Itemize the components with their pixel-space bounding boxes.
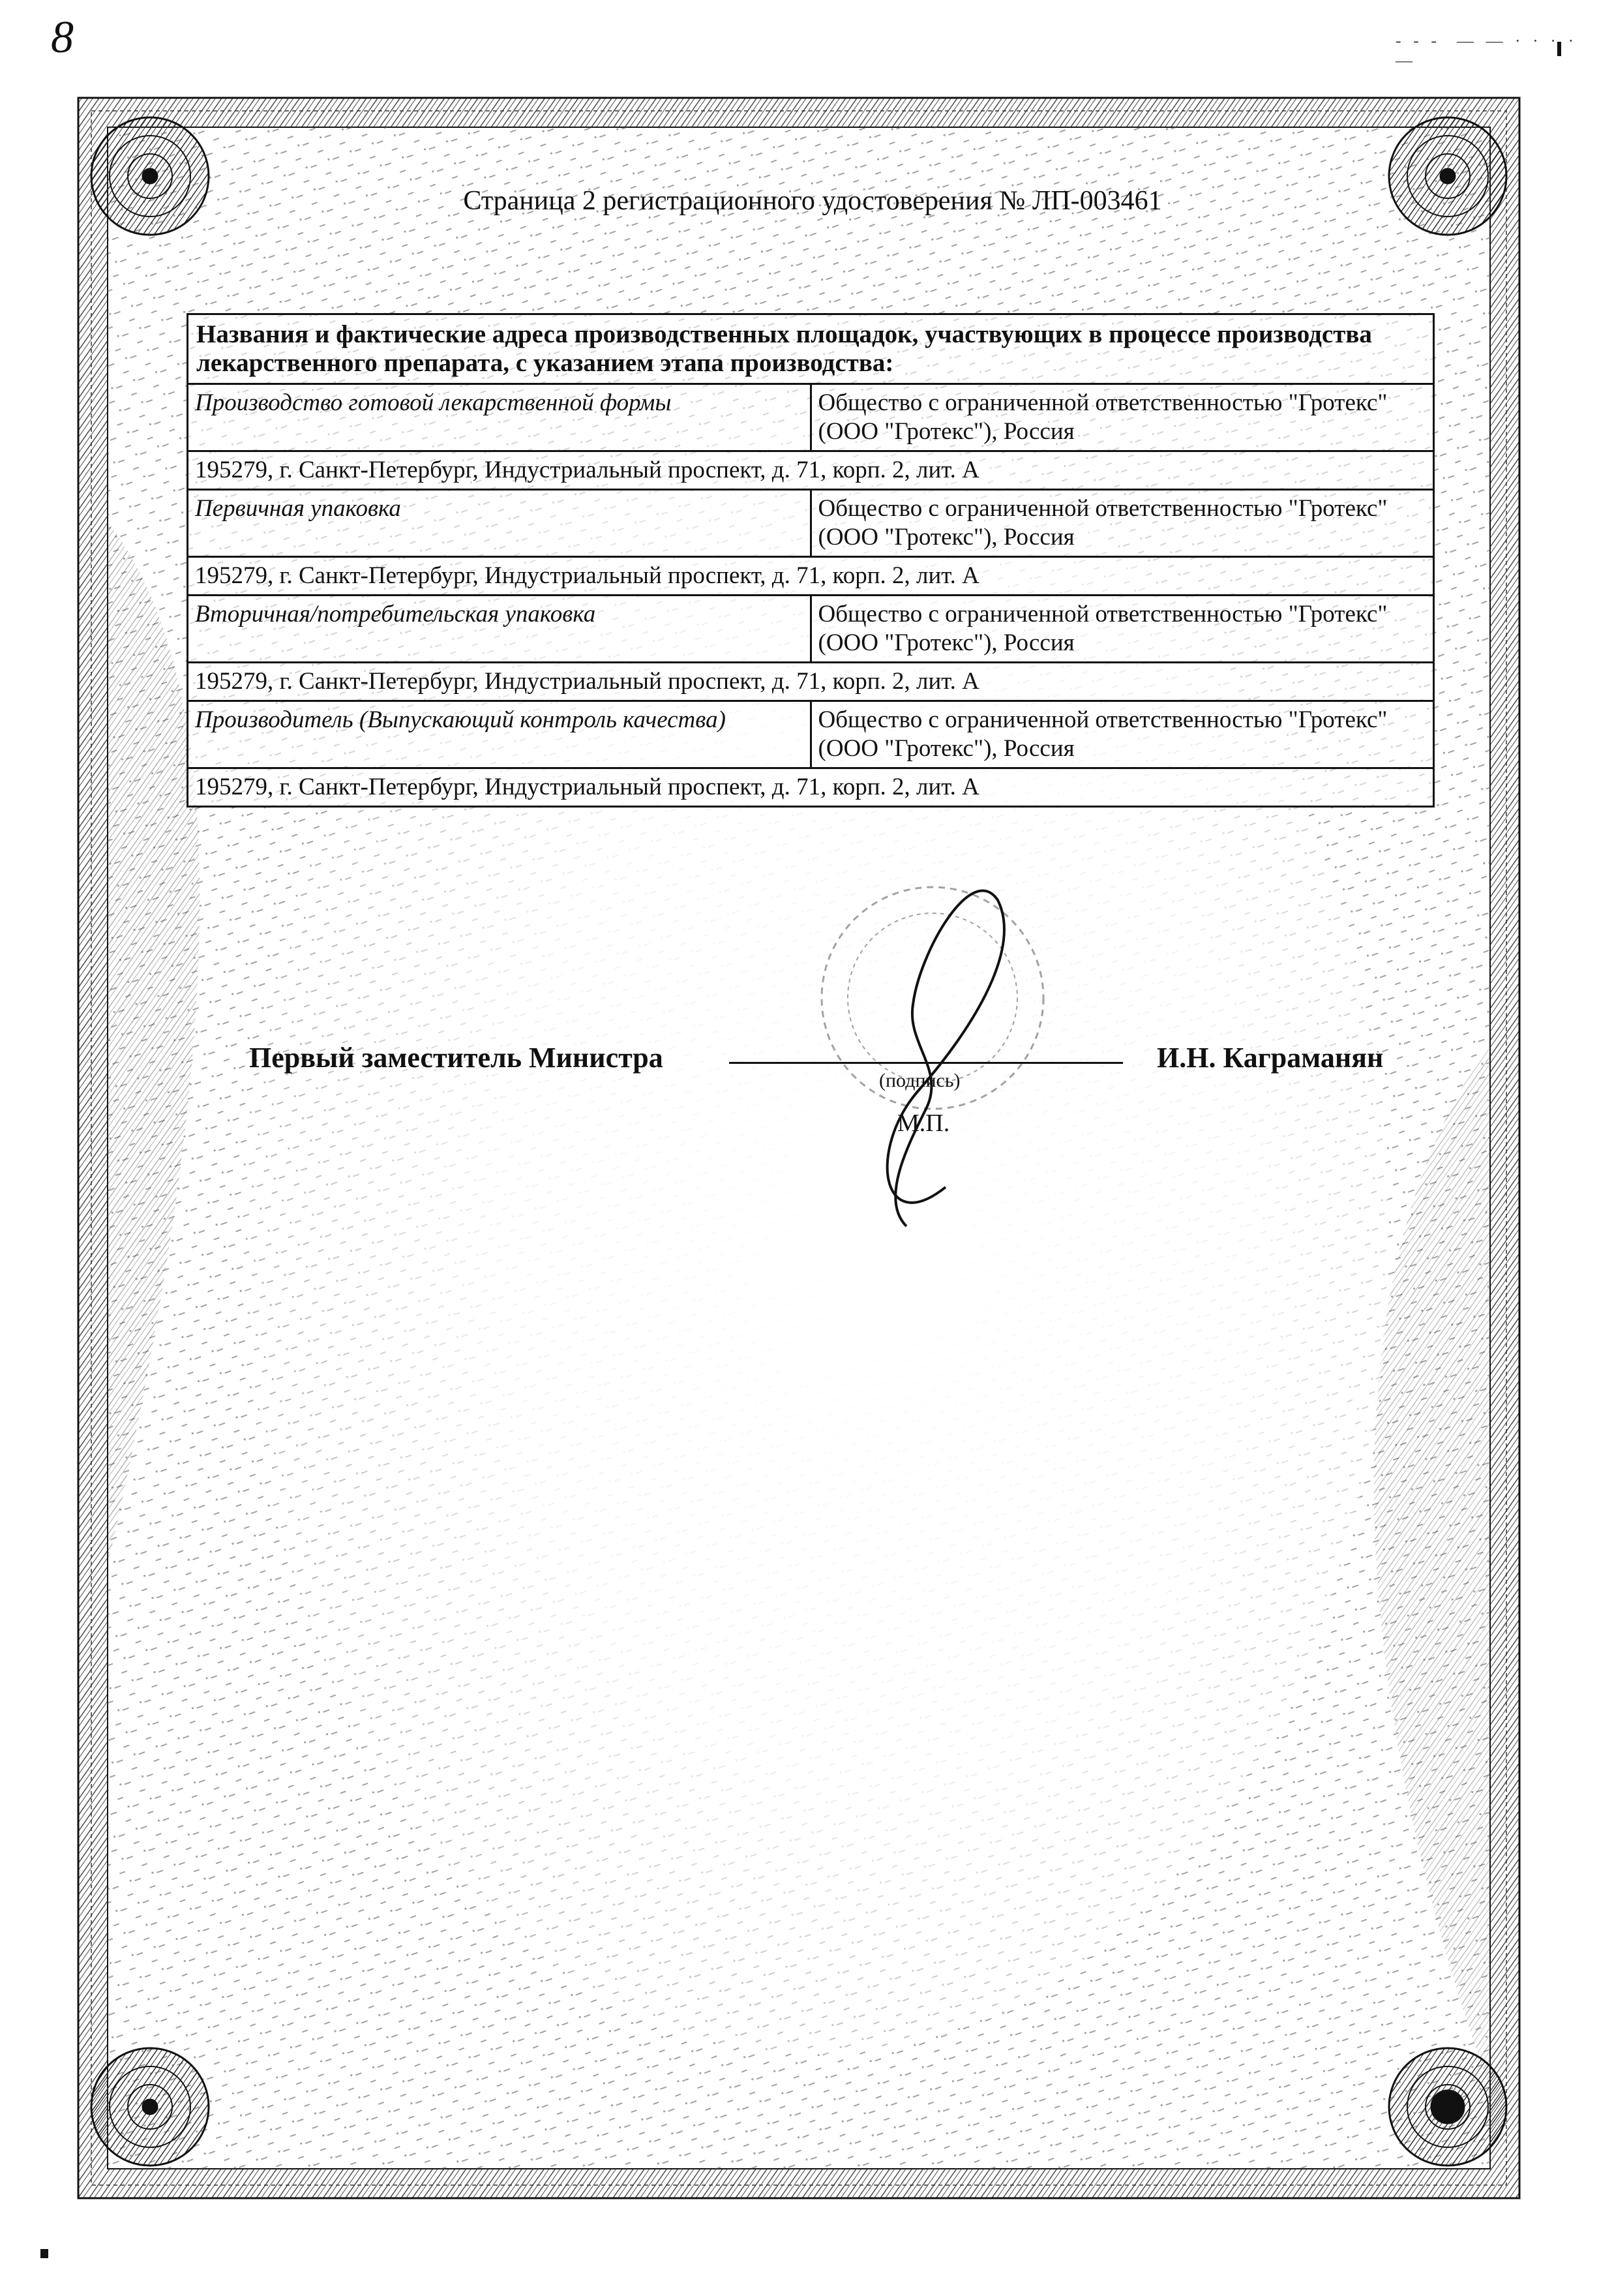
address-cell: 195279, г. Санкт-Петербург, Индустриальный проспект, д. 71, корп. 2, лит. А — [188, 451, 1434, 490]
stage-cell: Производитель (Выпускающий контроль качества) — [188, 701, 811, 768]
signer-name: И.Н. Каграманян — [1157, 1042, 1384, 1074]
stage-cell: Вторичная/потребительская упаковка — [188, 596, 811, 663]
production-sites-table — [187, 313, 1435, 808]
table-heading: Названия и фактические адреса производственных площадок, участвующих в процессе производства лекарственного препарата, с указанием этапа производства: — [188, 314, 1434, 384]
company-cell: Общество с ограниченной ответственностью "Гротекс" (ООО "Гротекс"), Россия — [811, 701, 1434, 768]
signature-caption: (подпись) — [879, 1070, 961, 1091]
stamp-label: М.П. — [897, 1110, 950, 1137]
table-row — [188, 596, 1434, 663]
scan-artifact-marks: - - - — — · · · · — — [1396, 31, 1578, 70]
page-title: Страница 2 регистрационного удостоверения № ЛП-003461 — [463, 186, 1162, 216]
table-row — [188, 768, 1434, 807]
table-row — [188, 384, 1434, 451]
stage-cell: Первичная упаковка — [188, 490, 811, 557]
table-row — [188, 451, 1434, 490]
signature-block — [0, 1031, 1599, 1226]
signature-line — [729, 1062, 1123, 1064]
table-heading-row — [188, 314, 1434, 384]
table-row — [188, 490, 1434, 557]
company-cell: Общество с ограниченной ответственностью "Гротекс" (ООО "Гротекс"), Россия — [811, 384, 1434, 451]
address-cell: 195279, г. Санкт-Петербург, Индустриальный проспект, д. 71, корп. 2, лит. А — [188, 663, 1434, 701]
table-row — [188, 557, 1434, 596]
company-cell: Общество с ограниченной ответственностью "Гротекс" (ООО "Гротекс"), Россия — [811, 490, 1434, 557]
address-cell: 195279, г. Санкт-Петербург, Индустриальный проспект, д. 71, корп. 2, лит. А — [188, 557, 1434, 596]
table-row — [188, 701, 1434, 768]
company-cell: Общество с ограниченной ответственностью "Гротекс" (ООО "Гротекс"), Россия — [811, 596, 1434, 663]
page-number-handwritten: 8 — [51, 12, 74, 63]
stage-cell: Производство готовой лекарственной формы — [188, 384, 811, 451]
table-row — [188, 663, 1434, 701]
signer-title: Первый заместитель Министра — [249, 1042, 663, 1074]
address-cell: 195279, г. Санкт-Петербург, Индустриальный проспект, д. 71, корп. 2, лит. А — [188, 768, 1434, 807]
